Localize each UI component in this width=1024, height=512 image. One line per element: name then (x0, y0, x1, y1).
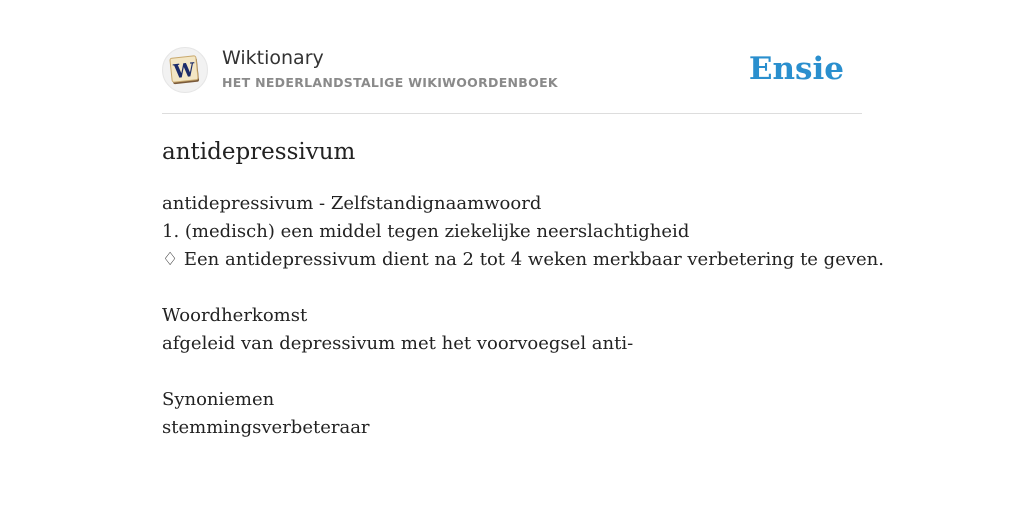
page-title: antidepressivum (162, 139, 356, 165)
etymology-text: afgeleid van depressivum met het voorvoegsel anti- (162, 333, 634, 354)
entry-content (162, 190, 884, 442)
spacer (162, 358, 862, 386)
headword-line: antidepressivum - Zelfstandignaamwoord (162, 193, 542, 214)
site-title[interactable]: Wiktionary (222, 47, 324, 69)
ensie-brand-link[interactable]: Ensie (748, 51, 844, 87)
etymology-heading: Woordherkomst (162, 305, 308, 326)
example-line: ♢ Een antidepressivum dient na 2 tot 4 weken merkbaar verbetering te geven. (162, 249, 884, 270)
spacer (162, 274, 862, 302)
wiktionary-logo-icon[interactable] (162, 47, 208, 93)
synonyms-text: stemmingsverbeteraar (162, 417, 370, 438)
site-subtitle: HET NEDERLANDSTALIGE WIKIWOORDENBOEK (222, 75, 558, 90)
definition-line: 1. (medisch) een middel tegen ziekelijke neerslachtigheid (162, 221, 690, 242)
logo-tile-graphic (169, 55, 203, 87)
logo-letter: W (172, 58, 196, 84)
synonyms-heading: Synoniemen (162, 389, 275, 410)
page-container (162, 0, 884, 438)
site-header (162, 0, 862, 114)
